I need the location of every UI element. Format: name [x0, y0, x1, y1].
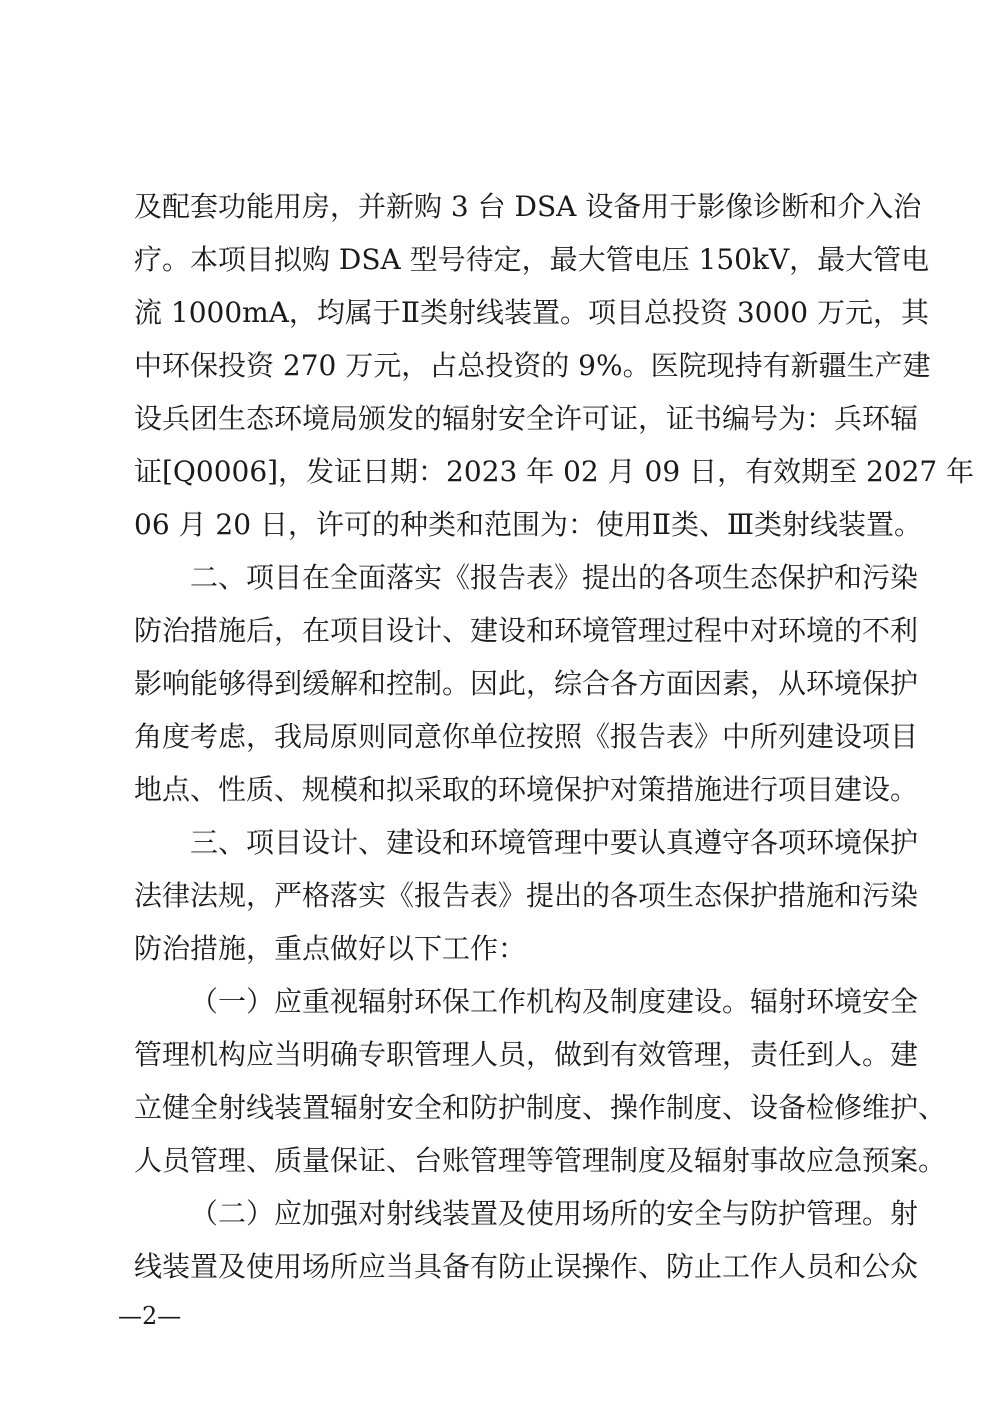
- paragraph-start-line: （二）应加强对射线装置及使用场所的安全与防护管理。射: [190, 1197, 919, 1230]
- text-line: 06 月 20 日，许可的种类和范围为：使用Ⅱ类、Ⅲ类射线装置。: [134, 508, 922, 541]
- text-line: 管理机构应当明确专职管理人员，做到有效管理，责任到人。建: [134, 1038, 919, 1071]
- paragraph-start-line: （一）应重视辐射环保工作机构及制度建设。辐射环境安全: [190, 985, 919, 1018]
- paragraph-start-line: 三、项目设计、建设和环境管理中要认真遵守各项环境保护: [190, 826, 919, 859]
- text-line: 人员管理、质量保证、台账管理等管理制度及辐射事故应急预案。: [134, 1144, 947, 1177]
- text-line: 设兵团生态环境局颁发的辐射安全许可证，证书编号为：兵环辐: [134, 402, 919, 435]
- text-line: 证[Q0006]，发证日期：2023 年 02 月 09 日，有效期至 2027 年: [134, 455, 975, 488]
- text-line: 防治措施后，在项目设计、建设和环境管理过程中对环境的不利: [134, 614, 919, 647]
- text-line: 角度考虑，我局原则同意你单位按照《报告表》中所列建设项目: [134, 720, 919, 753]
- text-line: 疗。本项目拟购 DSA 型号待定，最大管电压 150kV，最大管电: [134, 243, 930, 276]
- text-line: 线装置及使用场所应当具备有防止误操作、防止工作人员和公众: [134, 1250, 919, 1283]
- text-line: 及配套功能用房，并新购 3 台 DSA 设备用于影像诊断和介入治: [134, 190, 922, 223]
- text-line: 地点、性质、规模和拟采取的环境保护对策措施进行项目建设。: [134, 773, 919, 806]
- page-number: —2—: [118, 1302, 182, 1330]
- text-line: 防治措施，重点做好以下工作：: [134, 932, 527, 965]
- paragraph-start-line: 二、项目在全面落实《报告表》提出的各项生态保护和污染: [190, 561, 919, 594]
- text-line: 影响能够得到缓解和控制。因此，综合各方面因素，从环境保护: [134, 667, 919, 700]
- text-line: 中环保投资 270 万元，占总投资的 9%。医院现持有新疆生产建: [134, 349, 931, 382]
- text-line: 立健全射线装置辐射安全和防护制度、操作制度、设备检修维护、: [134, 1091, 947, 1124]
- text-line: 法律法规，严格落实《报告表》提出的各项生态保护措施和污染: [134, 879, 919, 912]
- text-line: 流 1000mA，均属于Ⅱ类射线装置。项目总投资 3000 万元，其: [134, 296, 930, 329]
